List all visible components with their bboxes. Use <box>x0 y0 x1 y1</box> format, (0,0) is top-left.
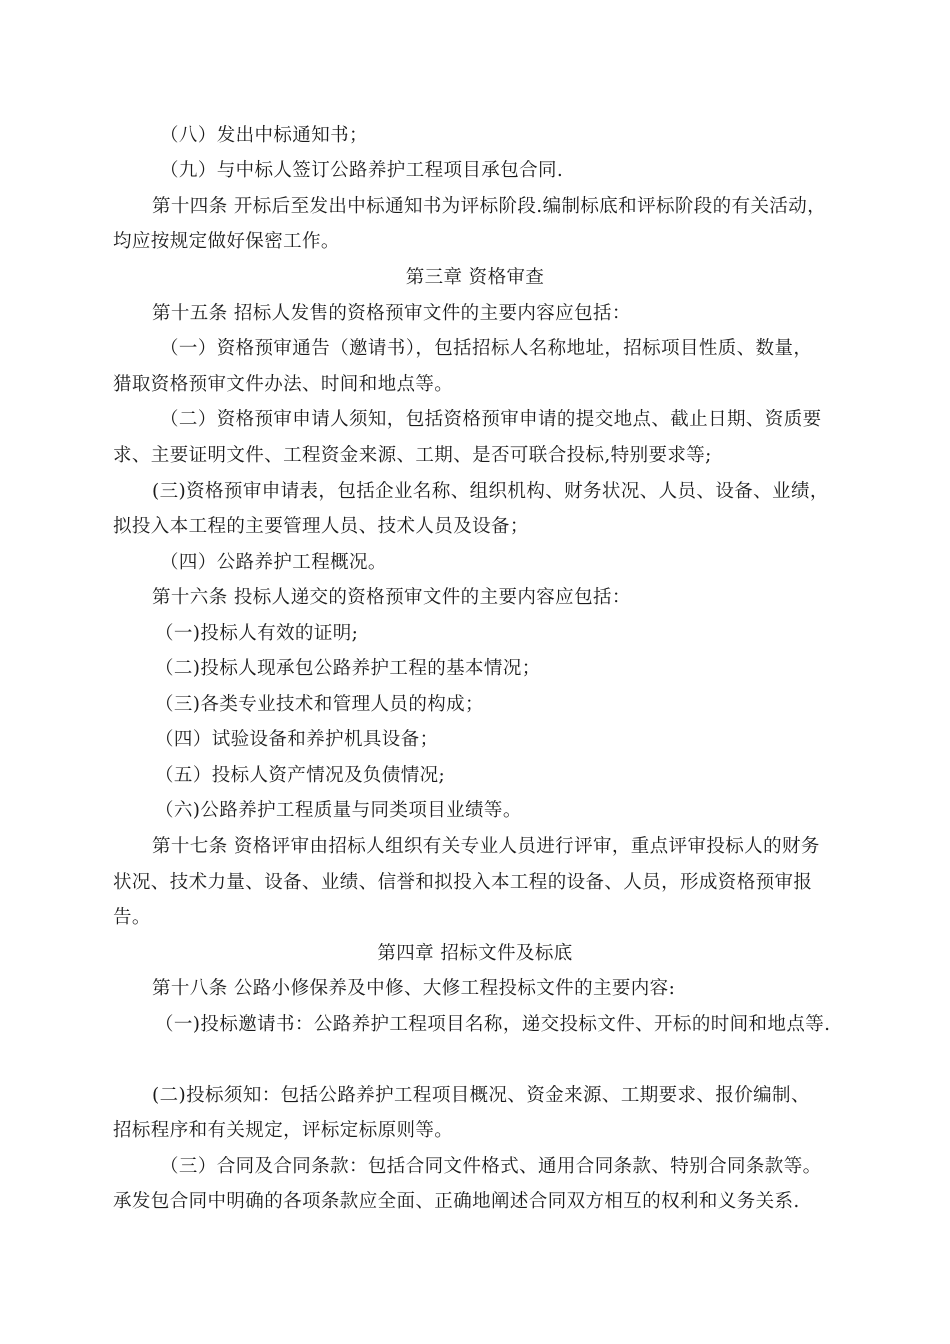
article-16-item-3: （三)各类专业技术和管理人员的构成； <box>155 694 484 715</box>
article-14-line-2: 均应按规定做好保密工作。 <box>113 231 340 252</box>
article-18-item-3-line-2: 承发包合同中明确的各项条款应全面、正确地阐述合同双方相互的权利和义务关系. <box>113 1191 800 1212</box>
article-15: 第十五条 招标人发售的资格预审文件的主要内容应包括： <box>152 303 631 324</box>
article-16-item-4: （四）试验设备和养护机具设备； <box>155 729 439 750</box>
article-15-item-2-line-2: 求、主要证明文件、工程资金来源、工期、是否可联合投标,特别要求等; <box>113 445 712 466</box>
chapter-4-heading: 第四章 招标文件及标底 <box>377 943 573 964</box>
article-17-line-1: 第十七条 资格评审由招标人组织有关专业人员进行评审，重点评审投标人的财务 <box>152 836 820 857</box>
clause-8: （八）发出中标通知书； <box>160 125 368 146</box>
article-17-line-2: 状况、技术力量、设备、业绩、信誉和拟投入本工程的设备、人员，形成资格预审报 <box>113 872 813 893</box>
article-18-item-3-line-1: （三）合同及合同条款：包括合同文件格式、通用合同条款、特别合同条款等。 <box>160 1156 822 1177</box>
article-15-item-3-line-2: 拟投入本工程的主要管理人员、技术人员及设备； <box>113 516 529 537</box>
article-18-item-2-line-2: 招标程序和有关规定，评标定标原则等。 <box>113 1120 454 1141</box>
article-15-item-1-line-1: （一）资格预审通告（邀请书），包括招标人名称地址，招标项目性质、数量， <box>160 338 813 359</box>
article-17-line-3: 告。 <box>113 907 151 928</box>
chapter-3-heading: 第三章 资格审查 <box>405 267 545 288</box>
article-16-item-6: （六)公路养护工程质量与同类项目业绩等。 <box>155 800 522 821</box>
article-15-item-3-line-1: (三)资格预审申请表，包括企业名称、组织机构、财务状况、人员、设备、业绩， <box>152 481 829 502</box>
article-16-item-5: （五）投标人资产情况及负债情况; <box>155 765 446 786</box>
article-18-item-2-line-1: (二)投标须知：包括公路养护工程项目概况、资金来源、工期要求、报价编制、 <box>152 1085 810 1106</box>
article-16: 第十六条 投标人递交的资格预审文件的主要内容应包括： <box>152 587 631 608</box>
article-18: 第十八条 公路小修保养及中修、大修工程投标文件的主要内容: <box>152 978 676 999</box>
clause-9: （九）与中标人签订公路养护工程项目承包合同. <box>160 160 564 181</box>
article-18-item-1: （一)投标邀请书：公路养护工程项目名称，递交投标文件、开标的时间和地点等. <box>155 1014 831 1035</box>
article-15-item-4: （四）公路养护工程概况。 <box>160 552 387 573</box>
article-14-line-1: 第十四条 开标后至发出中标通知书为评标阶段.编制标底和评标阶段的有关活动， <box>152 196 827 217</box>
article-15-item-2-line-1: （二）资格预审申请人须知，包括资格预审申请的提交地点、截止日期、资质要 <box>160 409 822 430</box>
article-15-item-1-line-2: 猎取资格预审文件办法、时间和地点等。 <box>113 374 454 395</box>
article-16-item-2: （二)投标人现承包公路养护工程的基本情况； <box>155 658 541 679</box>
article-16-item-1: （一)投标人有效的证明; <box>155 623 359 644</box>
